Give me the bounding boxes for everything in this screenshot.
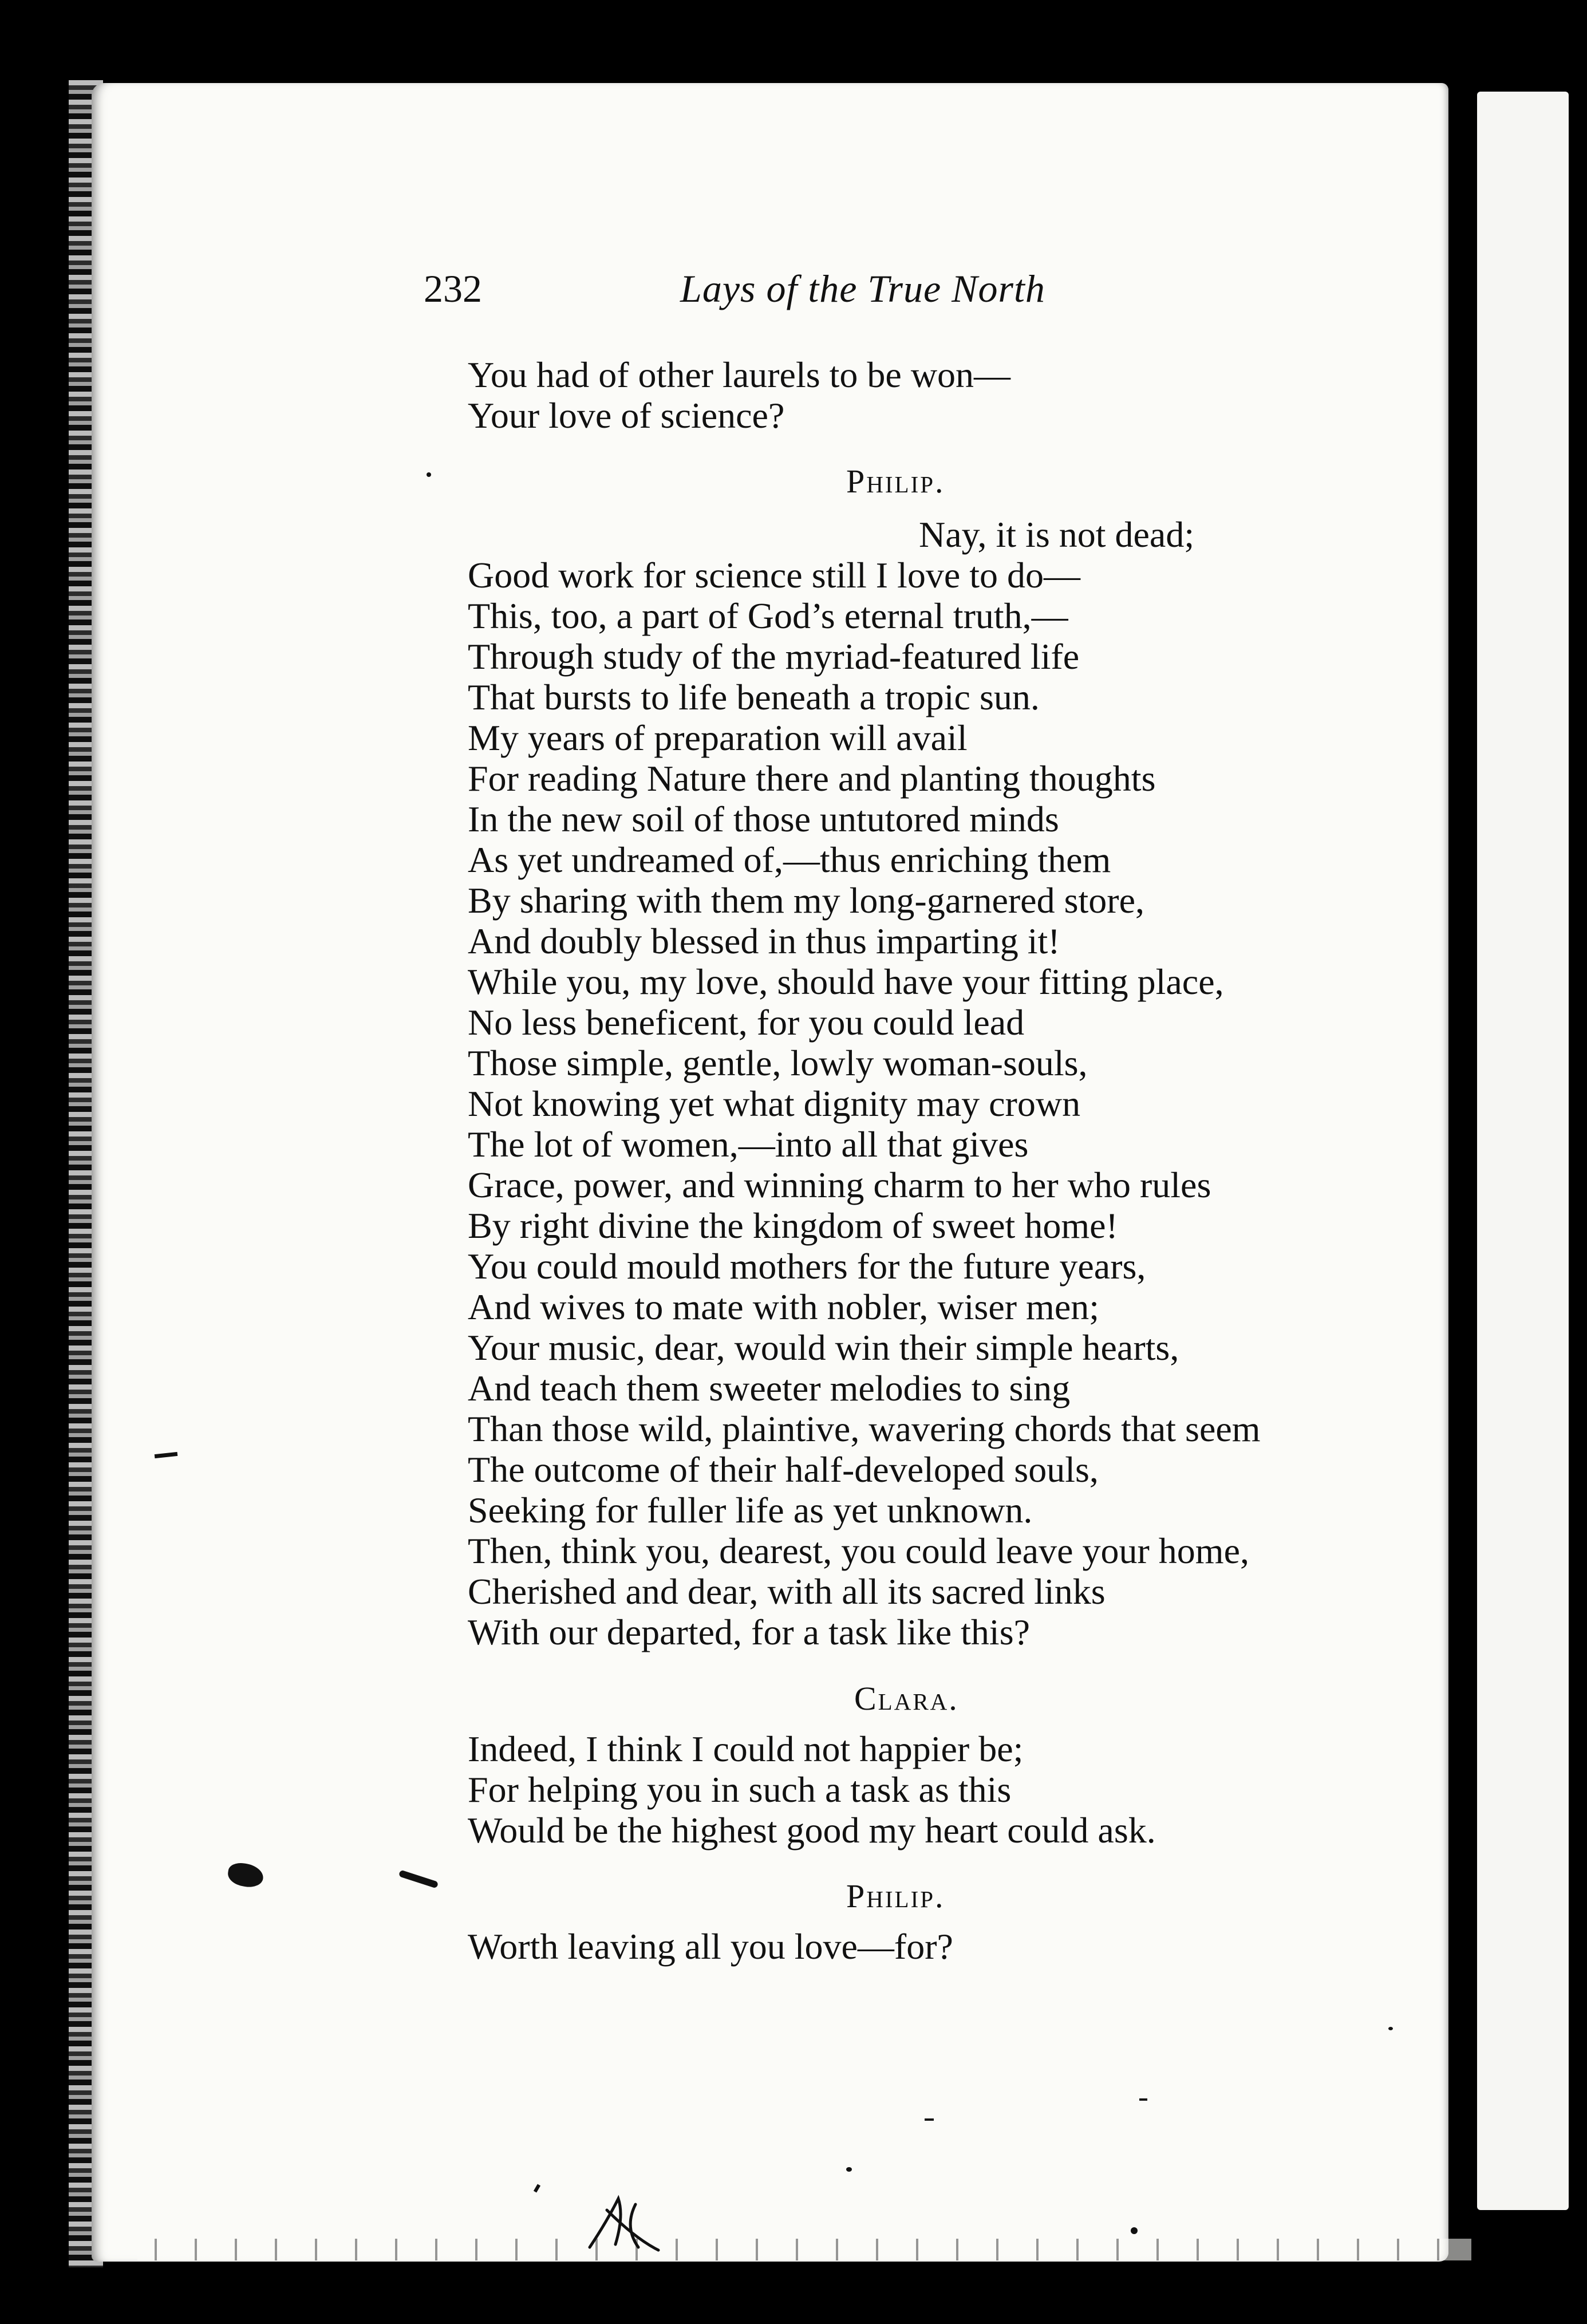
verse-line: My years of preparation will avail xyxy=(468,717,968,758)
verse-line: No less beneficent, for you could lead xyxy=(468,1002,1025,1043)
speck xyxy=(427,472,431,477)
verse-line: Indeed, I think I could not happier be; xyxy=(468,1729,1024,1769)
verse-line: For helping you in such a task as this xyxy=(468,1769,1012,1810)
speck xyxy=(1388,2027,1393,2030)
verse-line: Cherished and dear, with all its sacred links xyxy=(468,1571,1106,1612)
verse-line: Those simple, gentle, lowly woman-souls, xyxy=(468,1043,1088,1083)
verse-line: Good work for science still I love to do— xyxy=(468,555,1080,595)
verse-line: Than those wild, plaintive, wavering chords that seem xyxy=(468,1408,1261,1449)
verse-line: You had of other laurels to be won— xyxy=(468,354,1011,395)
verse-line: By right divine the kingdom of sweet home! xyxy=(468,1205,1118,1246)
verse-line: Not knowing yet what dignity may crown xyxy=(468,1083,1081,1124)
verse-line: That bursts to life beneath a tropic sun. xyxy=(468,677,1040,717)
verse-line: Nay, it is not dead; xyxy=(919,514,1195,555)
verse-line: Grace, power, and winning charm to her who rules xyxy=(468,1165,1211,1205)
verse-line: Your love of science? xyxy=(468,395,785,436)
verse-line: Your music, dear, would win their simple hearts, xyxy=(468,1327,1179,1368)
verse-line: The lot of women,—into all that gives xyxy=(468,1124,1029,1165)
verse-line: Then, think you, dearest, you could leave your home, xyxy=(468,1530,1249,1571)
speck xyxy=(1131,2227,1138,2234)
verse-line: As yet undreamed of,—thus enriching them xyxy=(468,839,1111,880)
running-title: Lays of the True North xyxy=(680,267,1045,310)
verse-line: While you, my love, should have your fitting place, xyxy=(468,961,1224,1002)
verse-line: And doubly blessed in thus imparting it! xyxy=(468,921,1060,961)
speck xyxy=(846,2167,852,2172)
verse-line: For reading Nature there and planting thoughts xyxy=(468,758,1156,799)
speck xyxy=(925,2118,934,2121)
speck xyxy=(1139,2098,1147,2101)
adjacent-page-strip xyxy=(1477,92,1569,2210)
verse-line: This, too, a part of God’s eternal truth,— xyxy=(468,595,1068,636)
verse-line: By sharing with them my long-garnered store, xyxy=(468,880,1144,921)
verse-line: Through study of the myriad-featured life xyxy=(468,636,1080,677)
speaker-name: Clara. xyxy=(854,1680,959,1717)
verse-line: In the new soil of those untutored minds xyxy=(468,799,1059,839)
verse-line: And teach them sweeter melodies to sing xyxy=(468,1368,1071,1408)
verse-line: With our departed, for a task like this? xyxy=(468,1612,1030,1652)
verse-line: And wives to mate with nobler, wiser men; xyxy=(468,1287,1099,1327)
bottom-page-edge xyxy=(137,2239,1471,2260)
speaker-name: Philip. xyxy=(846,463,945,500)
verse-line: The outcome of their half-developed souls, xyxy=(468,1449,1099,1490)
page-number: 232 xyxy=(424,267,482,310)
speaker-name: Philip. xyxy=(846,1877,945,1915)
verse-line: Seeking for fuller life as yet unknown. xyxy=(468,1490,1033,1530)
pencil-signature-mark xyxy=(584,2187,676,2256)
verse-line: You could mould mothers for the future years, xyxy=(468,1246,1146,1287)
verse-line: Would be the highest good my heart could ask. xyxy=(468,1810,1156,1850)
verse-line: Worth leaving all you love—for? xyxy=(468,1926,953,1967)
